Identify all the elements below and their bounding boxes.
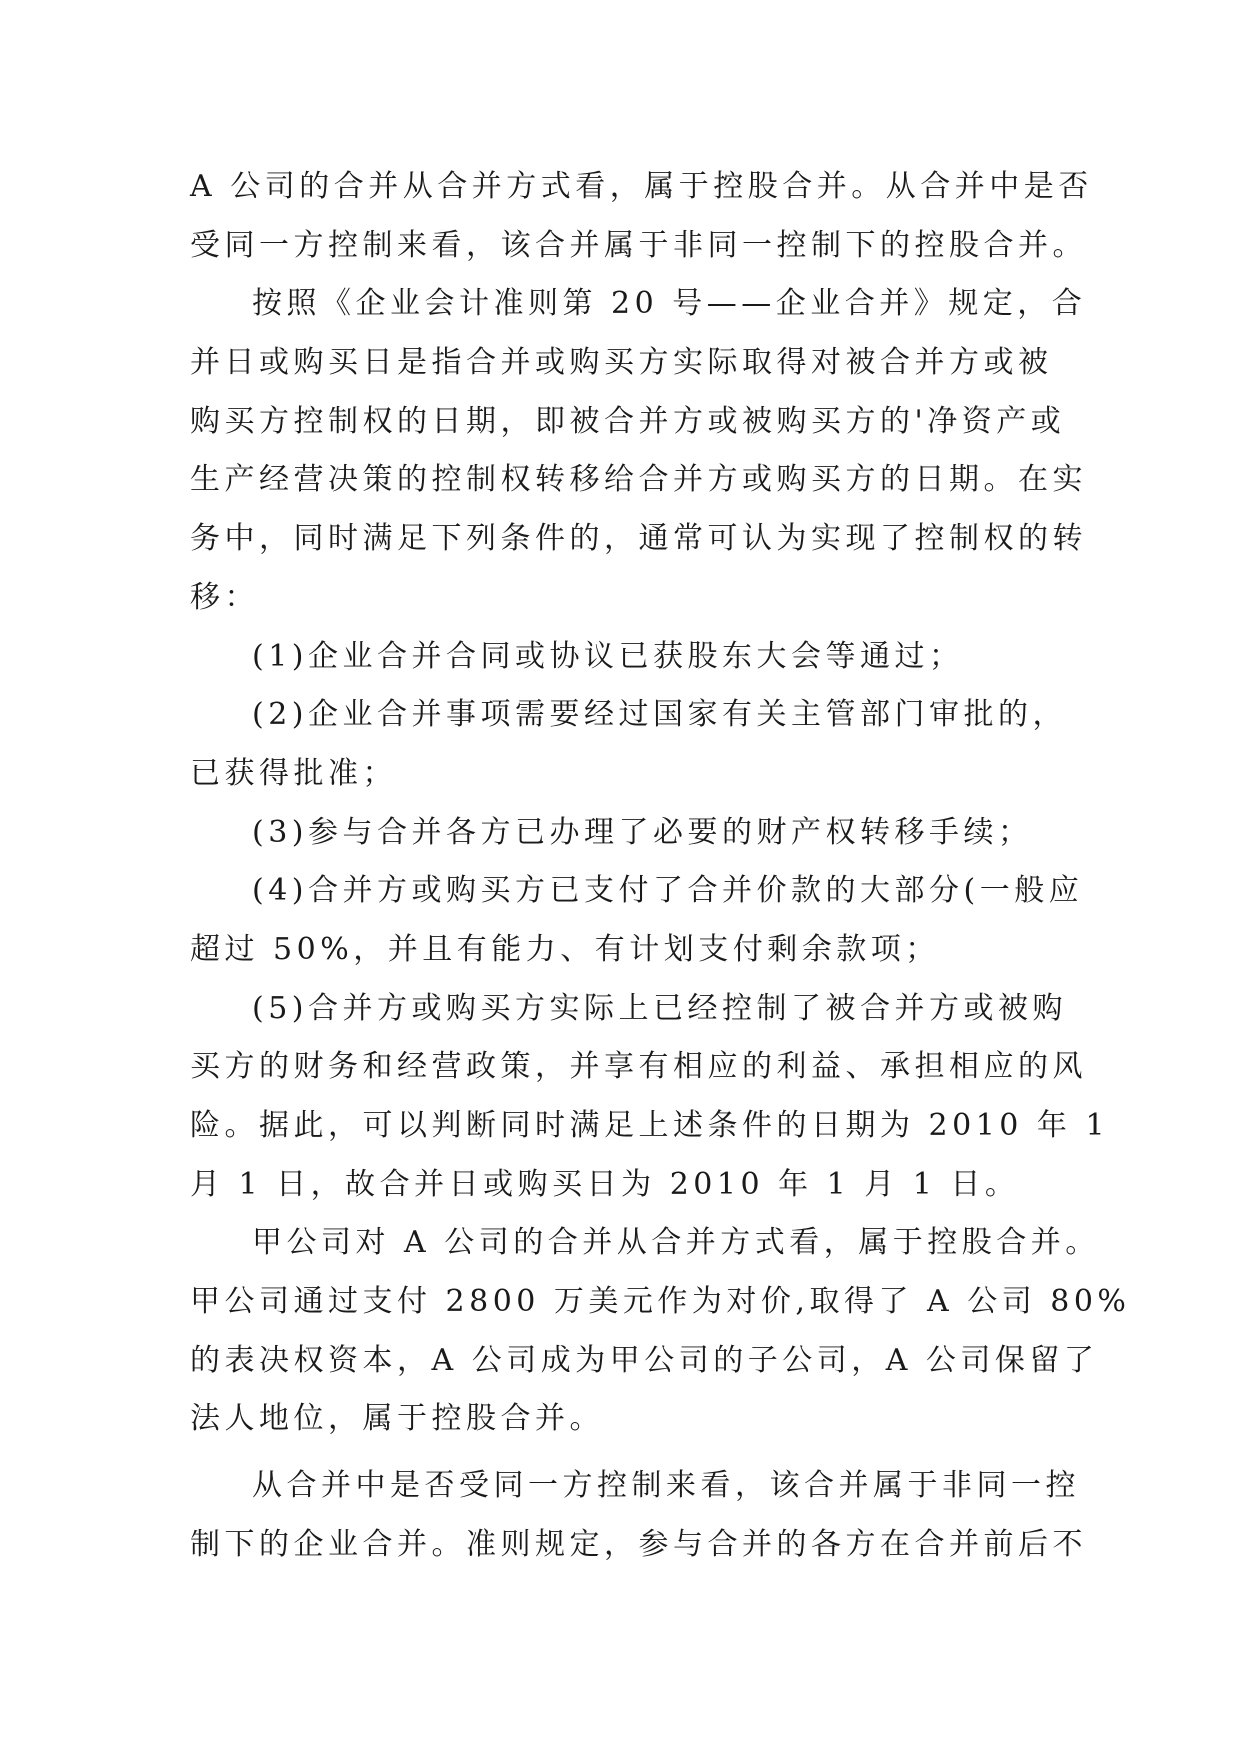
text-line: 买方的财务和经营政策，并享有相应的利益、承担相应的风 — [190, 1049, 1087, 1085]
text-line: 法人地位，属于控股合并。 — [190, 1401, 604, 1437]
list-item-3: (3)参与合并各方已办理了必要的财产权转移手续； — [252, 814, 1033, 850]
paragraph-start-line: 甲公司对 A 公司的合并从合并方式看，属于控股合并。 — [252, 1225, 1100, 1261]
text-line: 已获得批准； — [190, 755, 397, 791]
text-line: 购买方控制权的日期，即被合并方或被购买方的'净资产或 — [190, 403, 1066, 439]
text-line: 务中，同时满足下列条件的，通常可认为实现了控制权的转 — [190, 521, 1087, 557]
list-item-1: (1)企业合并合同或协议已获股东大会等通过； — [252, 638, 964, 674]
text-line: 的表决权资本，A 公司成为甲公司的子公司，A 公司保留了 — [190, 1342, 1099, 1378]
text-line: 险。据此，可以判断同时满足上述条件的日期为 2010 年 1 — [190, 1108, 1110, 1143]
list-item-2: (2)企业合并事项需要经过国家有关主管部门审批的， — [252, 697, 1067, 733]
list-item-4: (4)合并方或购买方已支付了合并价款的大部分(一般应 — [252, 873, 1084, 909]
text-line: 移： — [190, 579, 259, 615]
text-line: 制下的企业合并。准则规定，参与合并的各方在合并前后不 — [190, 1526, 1087, 1562]
list-item-5: (5)合并方或购买方实际上已经控制了被合并方或被购 — [252, 990, 1067, 1026]
document-body — [190, 158, 1131, 1575]
paragraph-start-line: 从合并中是否受同一方控制来看，该合并属于非同一控 — [252, 1468, 1080, 1504]
text-line: 甲公司通过支付 2800 万美元作为对价,取得了 A 公司 80% — [190, 1284, 1131, 1320]
text-line: 超过 50%，并且有能力、有计划支付剩余款项； — [190, 931, 940, 967]
text-line: 并日或购买日是指合并或购买方实际取得对被合并方或被 — [190, 345, 1053, 381]
text-line: A 公司的合并从合并方式看，属于控股合并。从合并中是否 — [190, 169, 1093, 204]
text-line: 受同一方控制来看，该合并属于非同一控制下的控股合并。 — [190, 227, 1087, 263]
paragraph-start-line: 按照《企业会计准则第 20 号——企业合并》规定，合 — [252, 286, 1087, 322]
text-line: 生产经营决策的控制权转移给合并方或购买方的日期。在实 — [190, 462, 1087, 498]
text-line: 月 1 日，故合并日或购买日为 2010 年 1 月 1 日。 — [190, 1166, 1020, 1202]
